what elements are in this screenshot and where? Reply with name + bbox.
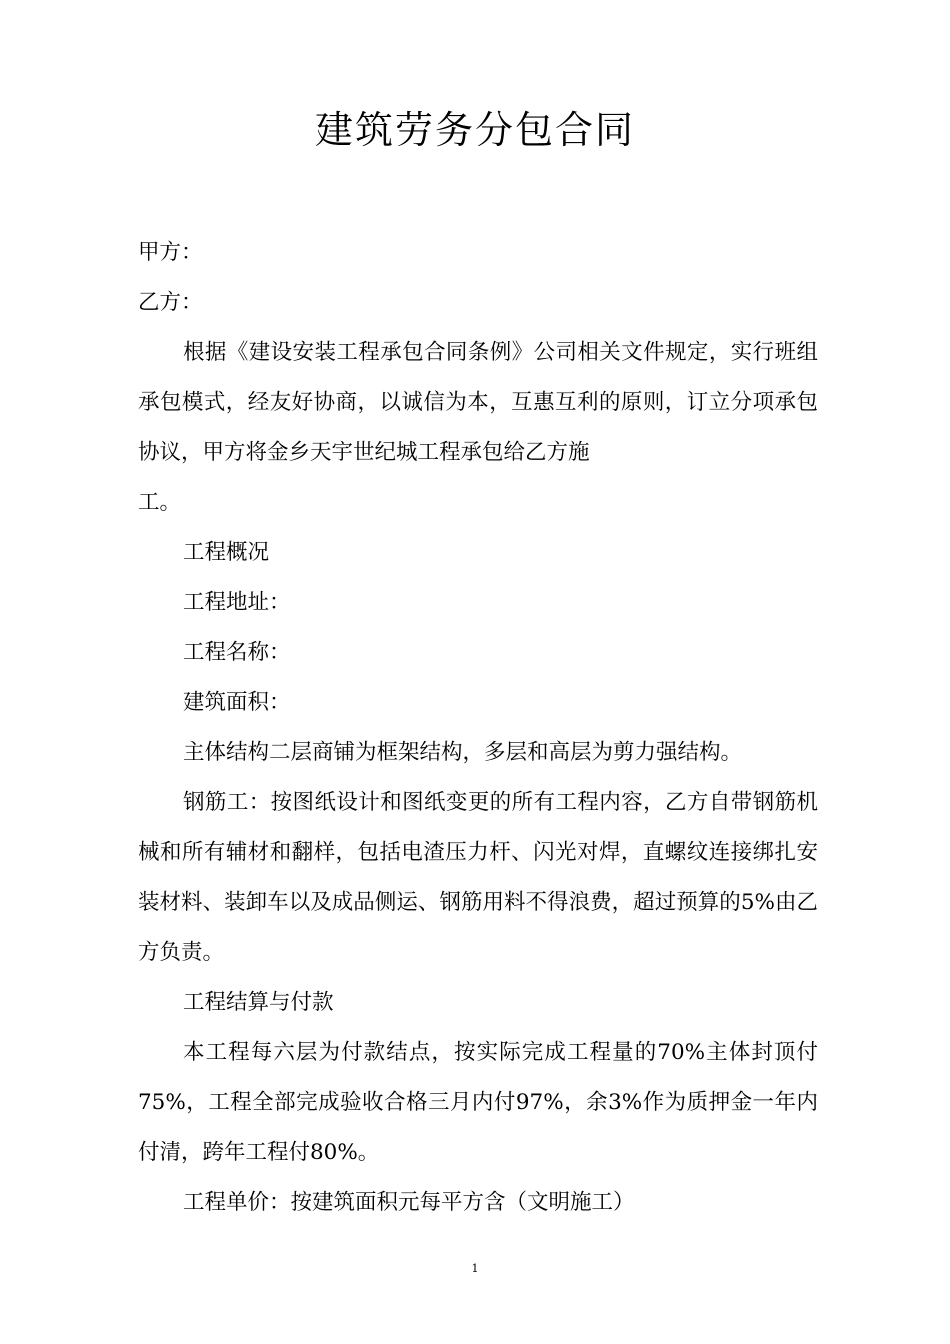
- section-heading-overview: 工程概况: [183, 540, 270, 565]
- section-heading-settlement: 工程结算与付款: [183, 990, 334, 1015]
- intro-paragraph-end: 工。: [138, 490, 182, 515]
- unit-price-paragraph: 工程单价：按建筑面积元每平方含（文明施工）: [183, 1190, 635, 1215]
- party-b-line: 乙方：: [138, 290, 203, 315]
- structure-paragraph: 主体结构二层商铺为框架结构，多层和高层为剪力强结构。: [183, 740, 743, 765]
- building-area-line: 建筑面积：: [183, 690, 291, 715]
- rebar-work-paragraph: 钢筋工：按图纸设计和图纸变更的所有工程内容，乙方自带钢筋机械和所有辅材和翻样，包括电渣压力杆、闪光对焊，直螺纹连接绑扎安装材料、装卸车以及成品侧运、钢筋用料不得浪费，超过预算的5%由乙方负责。: [138, 790, 818, 965]
- party-a-line: 甲方：: [138, 240, 203, 265]
- payment-paragraph: 本工程每六层为付款结点，按实际完成工程量的70%主体封顶付75%，工程全部完成验收合格三月内付97%，余3%作为质押金一年内付清，跨年工程付80%。: [138, 1040, 818, 1165]
- document-title: 建筑劳务分包合同: [314, 108, 635, 152]
- document-body: [138, 228, 818, 1228]
- intro-paragraph: 根据《建设安装工程承包合同条例》公司相关文件规定，实行班组承包模式，经友好协商，以诚信为本，互惠互利的原则，订立分项承包协议，甲方将金乡天宇世纪城工程承包给乙方施: [138, 340, 818, 465]
- project-address-line: 工程地址：: [183, 590, 291, 615]
- page-number: 1: [471, 1262, 479, 1275]
- project-name-line: 工程名称：: [183, 640, 291, 665]
